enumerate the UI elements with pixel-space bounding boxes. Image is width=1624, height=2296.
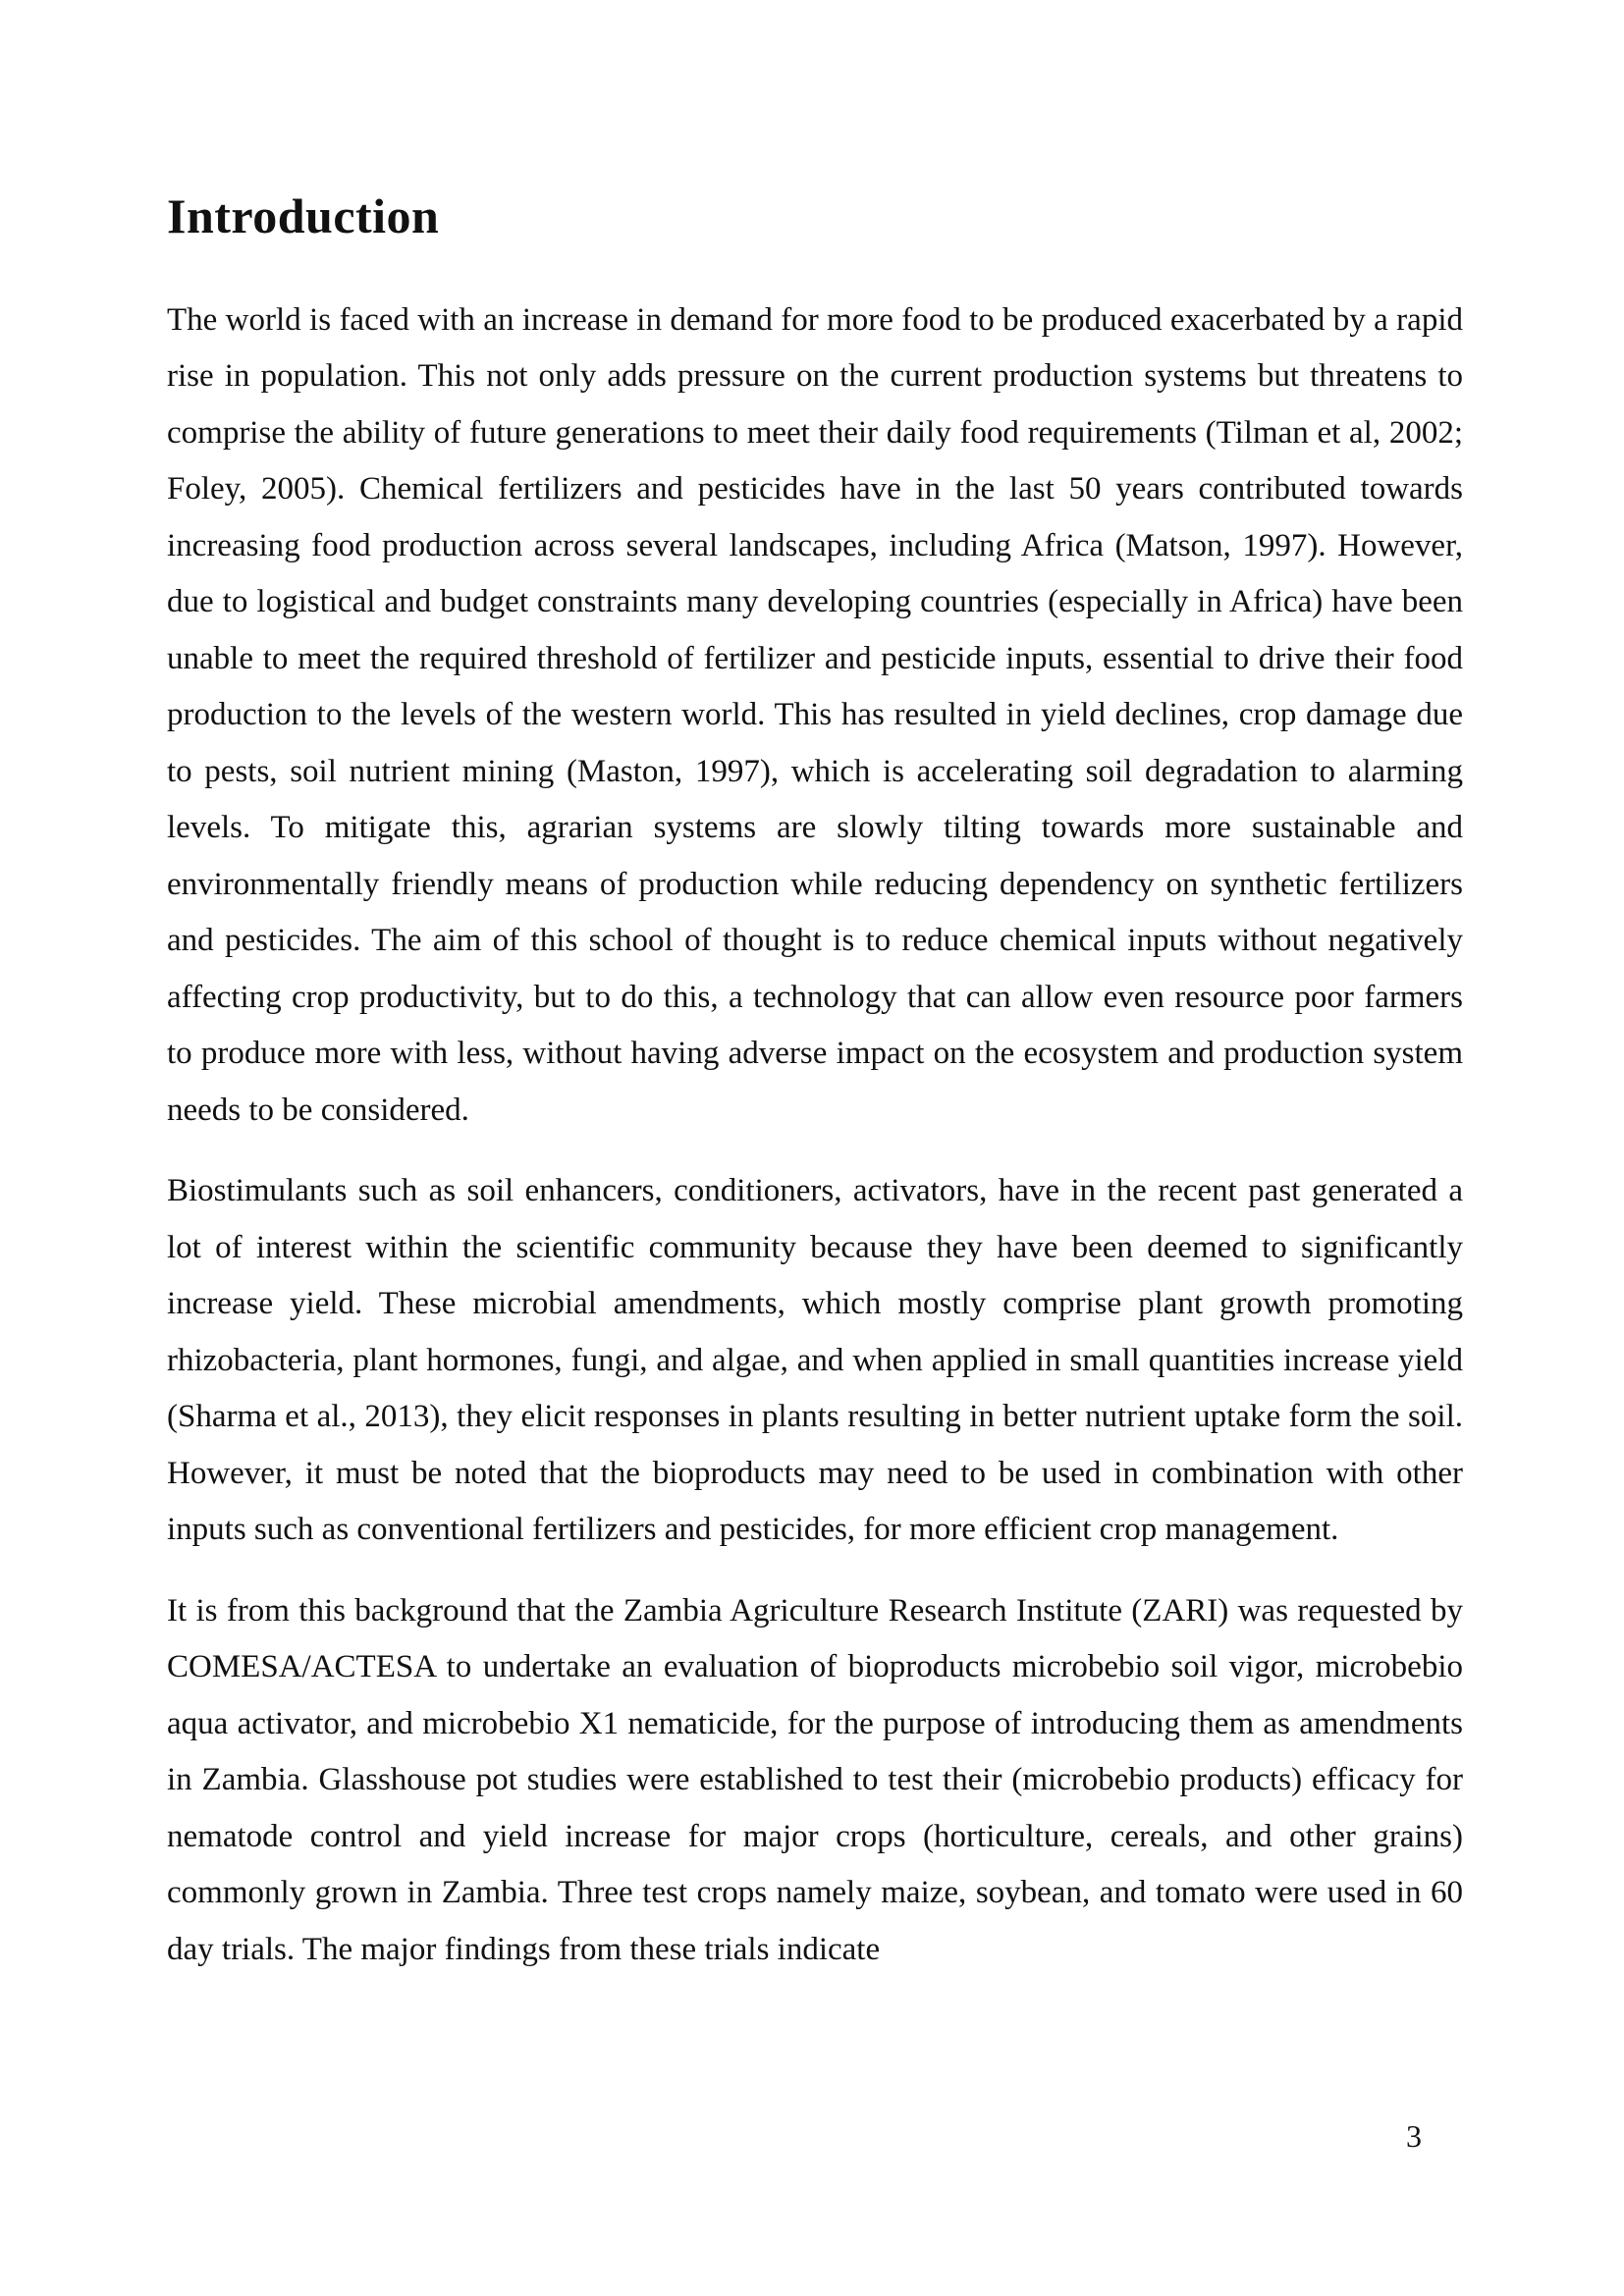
section-heading: Introduction <box>167 188 440 243</box>
document-content <box>167 0 1463 2002</box>
body-text <box>167 293 1463 1979</box>
paragraph-biostimulants: Biostimulants such as soil enhancers, conditioners, activators, have in the recent past generated a lot of interest within the scientific community because they have been deemed to significantly increase yield. These microbial amendments, which mostly comprise plant growth promoting rhizobacteria, plant hormones, fungi, and algae, and when applied in small quantities increase yield (Sharma et al., 2013), they elicit responses in plants resulting in better nutrient uptake form the soil. However, it must be noted that the bioproducts may need to be used in combination with other inputs such as conventional fertilizers and pesticides, for more efficient crop management. <box>167 1173 1463 1547</box>
paragraph-intro-world-food: The world is faced with an increase in demand for more food to be produced exacerbated by a rapid rise in population. This not only adds pressure on the current production systems but threatens to comprise the ability of future generations to meet their daily food requirements (Tilman et al, 2002; Foley, 2005). Chemical fertilizers and pesticides have in the last 50 years contributed towards increasing food production across several landscapes, including Africa (Matson, 1997). However, due to logistical and budget constraints many developing countries (especially in Africa) have been unable to meet the required threshold of fertilizer and pesticide inputs, essential to drive their food production to the levels of the western world. This has resulted in yield declines, crop damage due to pests, soil nutrient mining (Maston, 1997), which is accelerating soil degradation to alarming levels. To mitigate this, agrarian systems are slowly tilting towards more sustainable and environmentally friendly means of production while reducing dependency on synthetic fertilizers and pesticides. The aim of this school of thought is to reduce chemical inputs without negatively affecting crop productivity, but to do this, a technology that can allow even resource poor farmers to produce more with less, without having adverse impact on the ecosystem and production system needs to be considered. <box>167 301 1463 1128</box>
paragraph-zari-background: It is from this background that the Zambia Agriculture Research Institute (ZARI) was requested by COMESA/ACTESA to undertake an evaluation of bioproducts microbebio soil vigor, microbebio aqua activator, and microbebio X1 nematicide, for the purpose of introducing them as amendments in Zambia. Glasshouse pot studies were established to test their (microbebio products) efficacy for nematode control and yield increase for major crops (horticulture, cereals, and other grains) commonly grown in Zambia. Three test crops namely maize, soybean, and tomato were used in 60 day trials. The major findings from these trials indicate <box>167 1592 1463 1967</box>
page-number: 3 <box>1406 2118 1422 2154</box>
